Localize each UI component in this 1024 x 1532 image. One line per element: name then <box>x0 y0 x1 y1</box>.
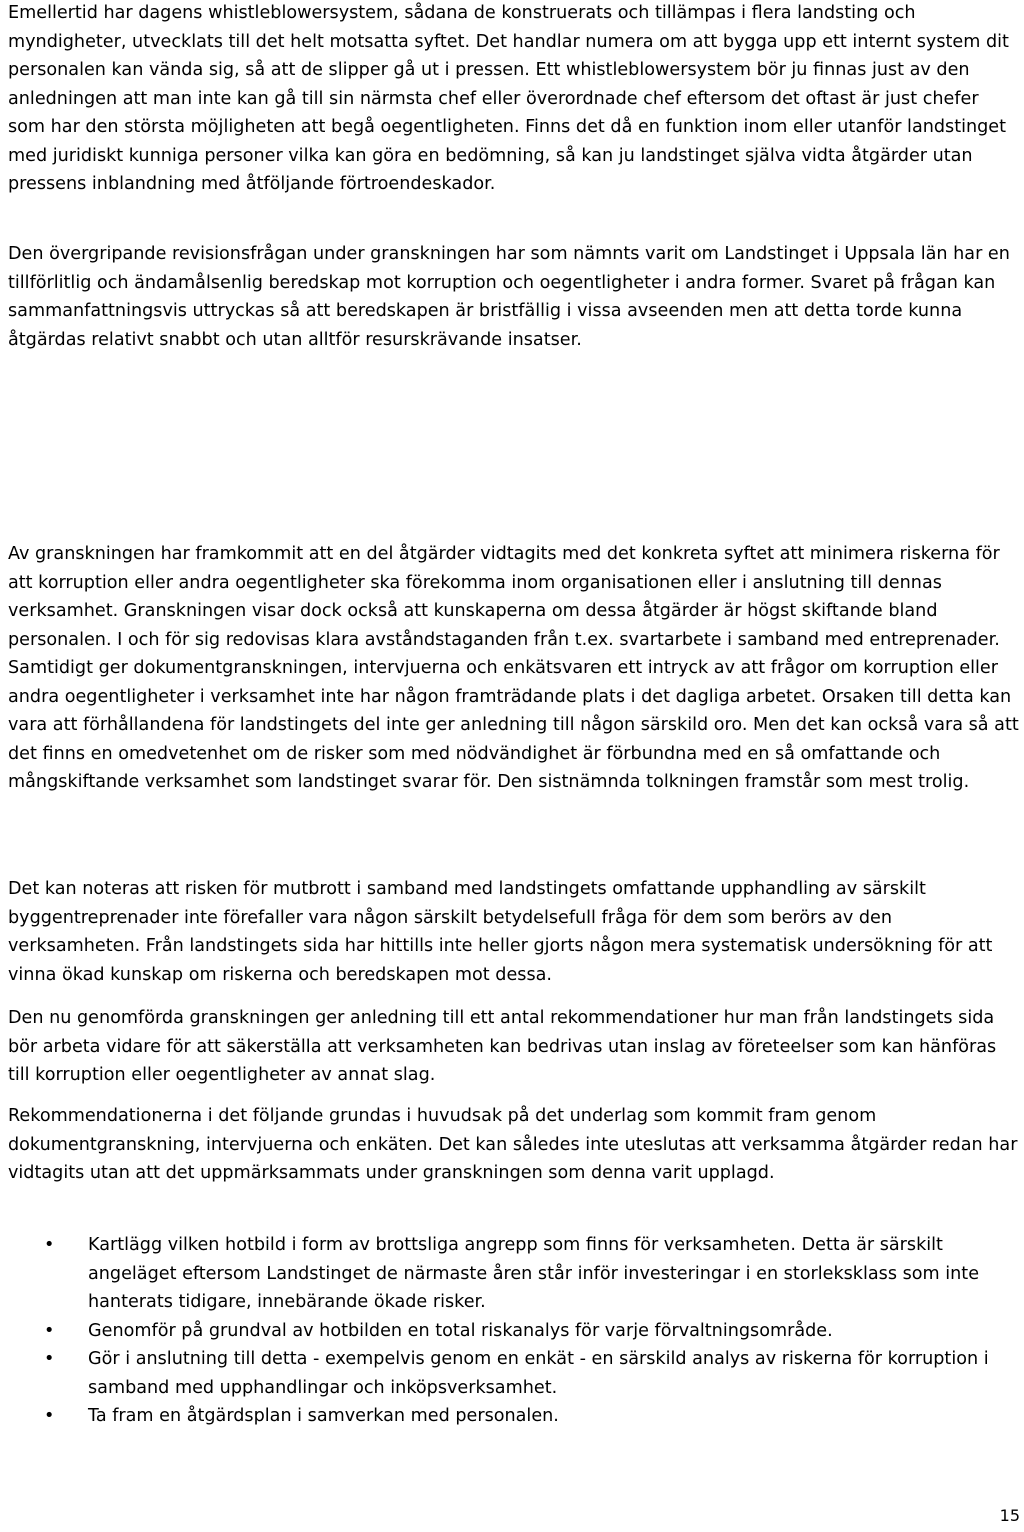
recommendations-list <box>0 1231 1020 1431</box>
paragraph-whistleblower: Emellertid har dagens whistleblowersystem, sådana de konstruerats och tillämpas i flera landsting och myndigheter, utvecklats till det helt motsatta syftet. Det handlar numera om att bygga upp ett internt system dit personalen kan vända sig, så att de slipper gå ut i pressen. Ett whistleblowersystem bör ju finnas just av den anledningen att man inte kan gå till sin närmsta chef eller överordnade chef eftersom det oftast är just chefer som har den största möjligheten att begå oegentligheten. Finns det då en funktion inom eller utanför landstinget med juridiskt kunniga personer vilka kan göra en bedömning, så kan ju landstinget själva vidta åtgärder utan pressens inblandning med åtföljande förtroendeskador. <box>8 3 1009 194</box>
list-item <box>0 1317 1020 1346</box>
paragraph-recommendations-basis: Rekommendationerna i det följande grundas i huvudsak på det underlag som kommit fram genom dokumentgranskning, intervjuerna och enkäten. Det kan således inte uteslutas att verksamma åtgärder redan har vidtagits utan att det uppmärksammats under granskningen som denna varit upplagd. <box>8 1106 1018 1183</box>
list-item <box>0 1402 1020 1431</box>
bullet-icon: • <box>44 1320 55 1341</box>
list-item <box>0 1345 1020 1402</box>
list-item-text: Gör i anslutning till detta - exempelvis genom en enkät - en särskild analys av riskerna för korruption i samband med upphandlingar och inköpsverksamhet. <box>88 1349 989 1398</box>
page-number: 15 <box>999 1506 1020 1525</box>
list-item-text: Genomför på grundval av hotbilden en total riskanalys för varje förvaltningsområde. <box>88 1320 833 1341</box>
list-item <box>0 1231 1020 1317</box>
list-item-text: Ta fram en åtgärdsplan i samverkan med personalen. <box>88 1406 559 1426</box>
bullet-icon: • <box>44 1349 55 1369</box>
paragraph-recommendations-intro: Den nu genomförda granskningen ger anledning till ett antal rekommendationer hur man från landstingets sida bör arbeta vidare för att säkerställa att verksamheten kan bedrivas utan inslag av företeelser som kan hänföras till korruption eller oegentligheter av annat slag. <box>8 1008 997 1085</box>
paragraph-bribery-risk: Det kan noteras att risken för mutbrott i samband med landstingets omfattande upphandling av särskilt byggentreprenader inte förefaller vara någon särskilt betydelsefull fråga för dem som berörs av den verksamheten. Från landstingets sida har hittills inte heller gjorts någon mera systematisk undersökning för att vinna ökad kunskap om riskerna och beredskapen mot dessa. <box>8 879 993 985</box>
paragraph-review-findings: Av granskningen har framkommit att en del åtgärder vidtagits med det konkreta syftet att minimera riskerna för att korruption eller andra oegentligheter ska förekomma inom organisationen eller i anslutning till dennas verksamhet. Granskningen visar dock också att kunskaperna om dessa åtgärder är högst skiftande bland personalen. I och för sig redovisas klara avståndstaganden från t.ex. svartarbete i samband med entreprenader. Samtidigt ger dokumentgranskningen, intervjuerna och enkätsvaren ett intryck av att frågor om korruption eller andra oegentligheter i verksamhet inte har någon framträdande plats i det dagliga arbetet. Orsaken till detta kan vara att förhållandena för landstingets del inte ger anledning till någon särskild oro. Men det kan också vara så att det finns en omedvetenhet om de risker som med nödvändighet är förbundna med en så omfattande och mångskiftande verksamhet som landstinget svarar för. Den sistnämnda tolkningen framstår som mest trolig. <box>8 544 1019 792</box>
paragraph-revision-question: Den övergripande revisionsfrågan under granskningen har som nämnts varit om Landstinget i Uppsala län har en tillförlitlig och ändamålsenlig beredskap mot korruption och oegentligheter i andra former. Svaret på frågan kan sammanfattningsvis uttryckas så att beredskapen är bristfällig i vissa avseenden men att detta torde kunna åtgärdas relativt snabbt och utan alltför resurskrävande insatser. <box>8 244 1010 350</box>
bullet-icon: • <box>44 1406 55 1426</box>
bullet-icon: • <box>44 1235 55 1255</box>
list-item-text: Kartlägg vilken hotbild i form av brottsliga angrepp som finns för verksamheten. Detta är särskilt angeläget eftersom Landstinget de närmaste åren står inför investeringar i en storleksklass som inte hanterats tidigare, innebärande ökade risker. <box>88 1235 980 1312</box>
